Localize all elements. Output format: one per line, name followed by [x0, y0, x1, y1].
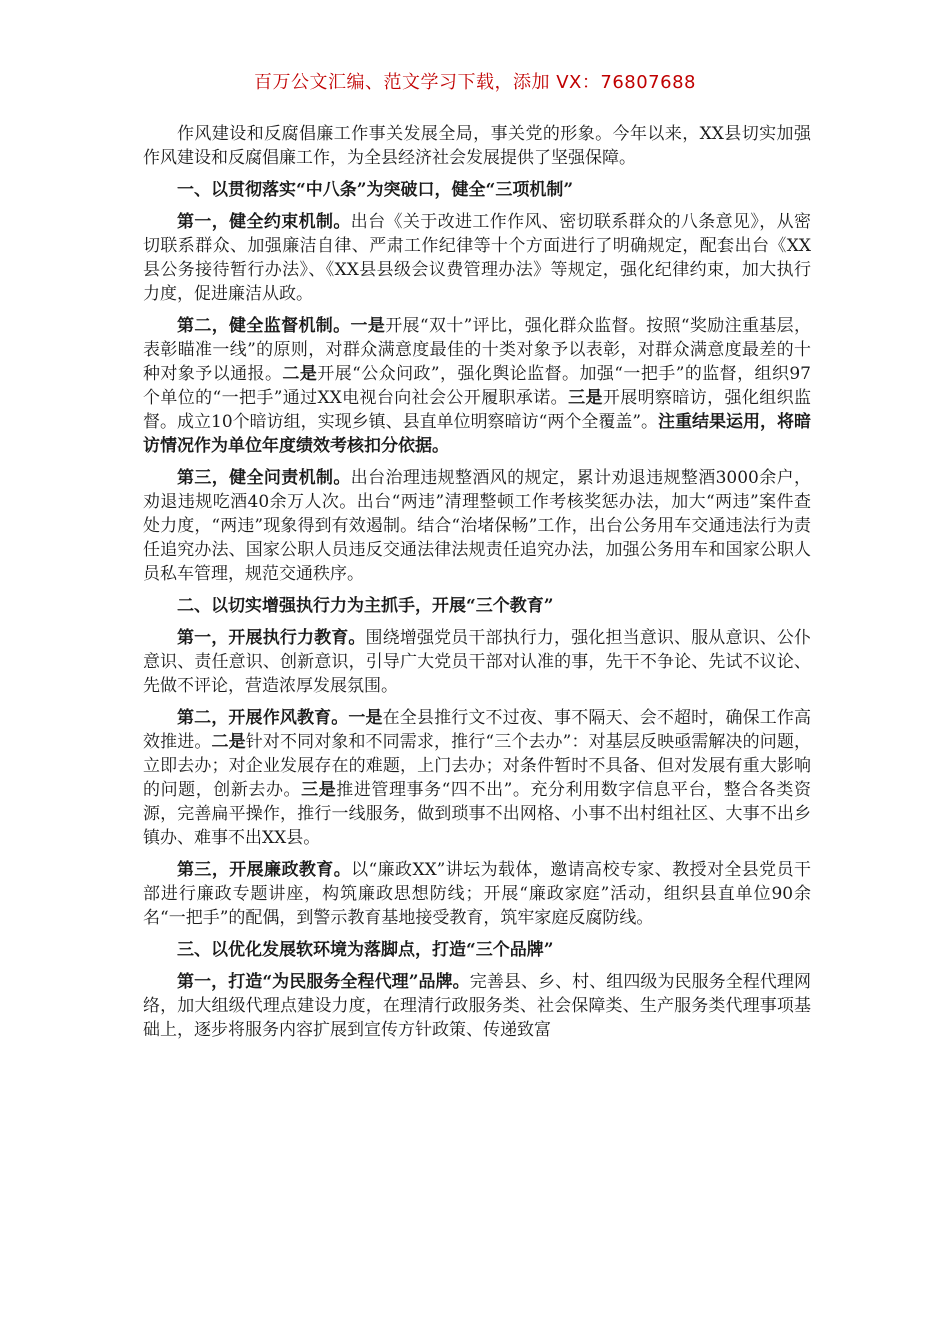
item-marker: 三是: [568, 388, 603, 408]
paragraph-text: 推进管理事务“四不出”。充分利用数字信息平台，整合各类资源，完善扁平操作，推行一线服务，做到琐事不出网格、小事不出村组社区、大事不出乡镇办、难事不出XX县。: [143, 780, 812, 848]
section-2-paragraph-3: [143, 858, 811, 930]
section-1-heading: 一、以贯彻落实“中八条”为突破口，健全“三项机制”: [177, 180, 574, 200]
paragraph-text: 出台治理违规整酒风的规定，累计劝退违规整酒3000余户，劝退违规吃酒40余万人次。出台“两违”清理整顿工作考核奖惩办法，加大“两违”案件查处力度，“两违”现象得到有效遏制。结合“治堵保畅”工作，出台公务用车交通违法行为责任追究办法、国家公职人员违反交通法律法规责任追究办法，加强公务用车和国家公职人员私车管理，规范交通秩序。: [143, 468, 812, 584]
item-marker: 一是: [348, 708, 383, 728]
paragraph-text: 针对不同对象和不同需求，推行“三个去办”：对基层反映亟需解决的问题，立即去办；对企业发展存在的难题，上门去办；对条件暂时不具备、但对发展有重大影响的问题，创新去办。: [143, 732, 812, 800]
paragraph-text: 在全县推行文不过夜、事不隔天、会不超时，确保工作高效推进。: [143, 708, 812, 752]
document-body: [143, 122, 811, 1050]
section-1-paragraph-3: [143, 466, 811, 586]
paragraph-text: 开展“公众问政”，强化舆论监督。加强“一把手”的监督，组织97个单位的“一把手”通过XX电视台向社会公开履职承诺。: [143, 364, 811, 408]
section-1-paragraph-1: [143, 210, 811, 306]
paragraph-emphasis: 注重结果运用，将暗访情况作为单位年度绩效考核扣分依据。: [143, 412, 812, 456]
paragraph-lead: 第三，健全问责机制。: [177, 468, 351, 488]
paragraph-lead: 第一，健全约束机制。: [177, 212, 351, 232]
paragraph-text: 出台《关于改进工作作风、密切联系群众的八条意见》，从密切联系群众、加强廉洁自律、严肃工作纪律等十个方面进行了明确规定，配套出台《XX县公务接待暂行办法》、《XX县县级会议费管理办法》等规定，强化纪律约束，加大执行力度，促进廉洁从政。: [143, 212, 811, 304]
watermark-header: 百万公文汇编、范文学习下载，添加 VX：76807688: [254, 72, 696, 93]
item-marker: 二是: [282, 364, 318, 384]
paragraph-text: 开展“双十”评比，强化群众监督。按照“奖励注重基层，表彰瞄准一线”的原则，对群众满意度最佳的十类对象予以表彰，对群众满意度最差的十种对象予以通报。: [143, 316, 812, 384]
paragraph-text: 开展明察暗访，强化组织监督。成立10个暗访组，实现乡镇、县直单位明察暗访“两个全覆盖”。: [143, 388, 812, 432]
section-3-heading: 三、以优化发展软环境为落脚点，打造“三个品牌”: [177, 940, 554, 960]
item-marker: 二是: [211, 732, 246, 752]
item-marker: 一是: [350, 316, 386, 336]
paragraph-lead: 第二，开展作风教育。: [177, 708, 349, 728]
paragraph-lead: 第三，开展廉政教育。: [177, 860, 352, 880]
section-1-paragraph-2: [143, 314, 811, 458]
item-marker: 三是: [301, 780, 337, 800]
paragraph-text: 围绕增强党员干部执行力，强化担当意识、服从意识、公仆意识、责任意识、创新意识，引导广大党员干部对认准的事，先干不争论、先试不议论、先做不评论，营造浓厚发展氛围。: [143, 628, 812, 696]
paragraph-text: 以“廉政XX”讲坛为载体，邀请高校专家、教授对全县党员干部进行廉政专题讲座，构筑廉政思想防线；开展“廉政家庭”活动，组织县直单位90余名“一把手”的配偶，到警示教育基地接受教育，筑牢家庭反腐防线。: [143, 860, 812, 928]
paragraph-lead: 第一，开展执行力教育。: [177, 628, 366, 648]
section-3-paragraph-1: [143, 970, 811, 1042]
paragraph-text: 完善县、乡、村、组四级为民服务全程代理网络，加大组级代理点建设力度，在理清行政服务类、社会保障类、生产服务类代理事项基础上，逐步将服务内容扩展到宣传方针政策、传递致富: [143, 972, 812, 1040]
paragraph-lead: 第二，健全监督机制。: [177, 316, 351, 336]
intro-paragraph: 作风建设和反腐倡廉工作事关发展全局，事关党的形象。今年以来，XX县切实加强作风建设和反腐倡廉工作，为全县经济社会发展提供了坚强保障。: [143, 124, 811, 168]
section-2-heading: 二、以切实增强执行力为主抓手，开展“三个教育”: [177, 596, 554, 616]
paragraph-lead: 第一，打造“为民服务全程代理”品牌。: [177, 972, 470, 992]
section-2-paragraph-1: [143, 626, 811, 698]
section-2-paragraph-2: [143, 706, 811, 850]
